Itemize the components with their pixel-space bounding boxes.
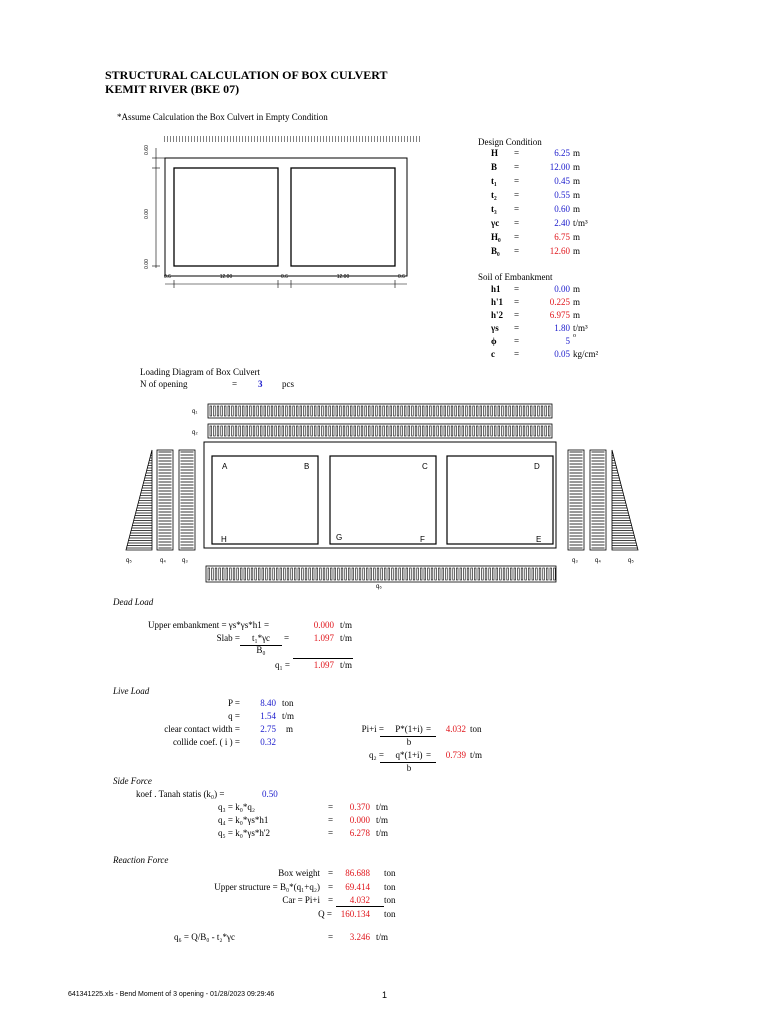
q3-load-right: [568, 450, 584, 550]
side-label-0: q₃ = k₀*q₂: [218, 802, 255, 812]
node-G: G: [336, 533, 343, 542]
hdim-2: 12.00: [219, 274, 233, 280]
k0-label: koef . Tanah statis (k₀) =: [136, 789, 225, 799]
vdim-2: 0.00: [144, 209, 150, 219]
q3-load-left: [179, 450, 195, 550]
loading-title: Loading Diagram of Box Culvert: [140, 367, 260, 377]
p-label: P =: [228, 698, 240, 708]
pi-value: 4.032: [445, 724, 466, 734]
design-symbol-0: H: [491, 148, 499, 158]
hdim-3: 0.6: [281, 274, 288, 280]
soil-value-0: 0.00: [554, 284, 570, 294]
reaction-unit-2: ton: [384, 895, 396, 905]
embankment-hatch: [162, 136, 420, 142]
q1-total-label: q₁ =: [275, 660, 290, 670]
q1-label: q₁: [192, 409, 198, 415]
q4-load-right: [590, 450, 606, 550]
box-cell-right: [291, 168, 395, 266]
design-symbol-6: H₀: [491, 232, 501, 242]
hdim-4: 12.00: [336, 274, 350, 280]
design-value-7: 12.60: [549, 246, 570, 256]
opening-unit: pcs: [282, 379, 294, 389]
ccw-value: 2.75: [260, 724, 276, 734]
p-value: 8.40: [260, 698, 276, 708]
q2-label: q₂: [192, 430, 198, 436]
q6-unit: t/m: [376, 932, 389, 942]
soil-symbol-0: h1: [491, 284, 501, 294]
node-C: C: [422, 462, 428, 471]
soil-title: Soil of Embankment: [478, 272, 553, 282]
soil-symbol-2: h'2: [491, 310, 504, 320]
upper-embankment-value: 0.000: [313, 620, 334, 630]
design-symbol-1: B: [491, 162, 498, 172]
design-unit-5: t/m³: [573, 218, 588, 228]
design-eq-0: =: [514, 148, 520, 158]
q2-unit: t/m: [470, 750, 483, 760]
soil-symbol-5: c: [491, 349, 495, 359]
design-eq-1: =: [514, 162, 520, 172]
design-value-3: 0.55: [554, 190, 570, 200]
hdim-5: 0.6: [398, 274, 405, 280]
side-unit-2: t/m: [376, 828, 389, 838]
soil-eq-5: =: [514, 349, 520, 359]
soil-symbol-1: h'1: [491, 297, 504, 307]
design-symbol-3: t₂: [491, 190, 497, 200]
soil-value-2: 6.975: [549, 310, 570, 320]
q2-numerator: q*(1+i): [395, 750, 423, 760]
design-unit-7: m: [573, 246, 581, 256]
q1-load-bar: [208, 404, 552, 418]
q1-total-unit: t/m: [340, 660, 353, 670]
design-value-0: 6.25: [554, 148, 570, 158]
q4-load-left: [157, 450, 173, 550]
q2-label: q₂ =: [369, 750, 384, 760]
slab-eq: =: [284, 633, 290, 643]
q3-label-right: q₃: [572, 558, 578, 564]
q-unit: t/m: [282, 711, 295, 721]
culvert-outer: [204, 442, 556, 548]
soil-unit-2: m: [573, 310, 581, 320]
soil-eq-3: =: [514, 323, 520, 333]
node-B: B: [304, 462, 310, 471]
q5-label-right: q₅: [628, 558, 634, 564]
vdim-3: 0.00: [144, 259, 150, 269]
q6-label: q₆: [376, 584, 382, 590]
q2-denominator: b: [406, 763, 412, 773]
title-line-2: KEMIT RIVER (BKE 07): [105, 82, 240, 96]
side-eq-1: =: [328, 815, 334, 825]
assume-note: *Assume Calculation the Box Culvert in Empty Condition: [117, 112, 328, 122]
reaction-unit-0: ton: [384, 868, 396, 878]
side-value-2: 6.278: [349, 828, 370, 838]
opening-label: N of opening: [140, 379, 188, 389]
vdim-1: 0.60: [144, 145, 150, 155]
side-label-2: q₅ = k₀*γs*h'2: [218, 828, 270, 838]
box-outer: [165, 158, 407, 276]
footer-file: 641341225.xls - Bend Moment of 3 opening - 01/28/2023 09:29:46: [68, 991, 275, 998]
slab-denominator: B₀: [256, 645, 266, 655]
box-section-drawing: [140, 128, 420, 288]
loading-diagram: [120, 398, 660, 594]
design-unit-2: m: [573, 176, 581, 186]
reaction-force-title: Reaction Force: [113, 855, 169, 865]
q6-eq: =: [328, 932, 334, 942]
design-eq-7: =: [514, 246, 520, 256]
q5-load-left: [126, 450, 152, 550]
slab-unit: t/m: [340, 633, 353, 643]
reaction-eq-1: =: [328, 881, 334, 892]
ccw-label: clear contact width =: [164, 724, 240, 734]
soil-value-3: 1.80: [554, 323, 570, 333]
soil-eq-1: =: [514, 297, 520, 307]
design-unit-0: m: [573, 148, 581, 158]
design-symbol-2: t₁: [491, 176, 497, 186]
dead-sum-line: [293, 658, 353, 659]
footer-page: 1: [382, 990, 388, 1000]
q5-label-left: q₅: [126, 558, 132, 564]
q3-label-left: q₃: [182, 558, 188, 564]
soil-eq-0: =: [514, 284, 520, 294]
design-value-1: 12.00: [549, 162, 570, 172]
q4-label-left: q₄: [160, 558, 166, 564]
design-value-2: 0.45: [554, 176, 570, 186]
reaction-sum-line: [336, 906, 384, 907]
design-condition-title: Design Condition: [478, 137, 542, 147]
opening-value: 3: [258, 379, 263, 389]
design-symbol-4: t₃: [491, 204, 497, 214]
q5-load-right: [612, 450, 638, 550]
reaction-label-3: Q =: [318, 908, 332, 919]
p-unit: ton: [282, 698, 294, 708]
design-unit-1: m: [573, 162, 581, 172]
design-symbol-7: B₀: [491, 246, 500, 256]
q4-label-right: q₄: [595, 558, 601, 564]
q2-load-bar: [208, 424, 552, 438]
q-value: 1.54: [260, 711, 276, 721]
culvert-cell-2: [330, 456, 436, 544]
opening-eq: =: [232, 379, 238, 389]
q6-load-bar: [206, 566, 556, 582]
coef-value: 0.32: [260, 737, 276, 747]
side-force-title: Side Force: [113, 776, 152, 786]
coef-label: collide coef. ( i ) =: [172, 737, 240, 747]
design-symbol-5: γc: [491, 218, 500, 228]
soil-unit-0: m: [573, 284, 581, 294]
reaction-value-0: 86.688: [345, 868, 370, 878]
pi-denominator: b: [406, 737, 412, 747]
side-eq-2: =: [328, 828, 334, 838]
q2-eq: =: [426, 750, 432, 760]
side-value-0: 0.370: [349, 802, 370, 812]
node-F: F: [420, 535, 425, 544]
pi-numerator: P*(1+i): [395, 724, 423, 734]
soil-unit-4: o: [573, 333, 576, 339]
design-value-5: 2.40: [554, 218, 570, 228]
ccw-unit: m: [286, 724, 294, 734]
hdim-1: 0.6: [164, 274, 171, 280]
design-eq-4: =: [514, 204, 520, 214]
q2-value: 0.739: [445, 750, 466, 760]
k0-value: 0.50: [262, 789, 278, 799]
soil-unit-1: m: [573, 297, 581, 307]
upper-embankment-label: Upper embankment = γs*γs*h1 =: [148, 620, 270, 630]
upper-embankment-unit: t/m: [340, 620, 353, 630]
node-A: A: [222, 462, 228, 471]
soil-unit-5: kg/cm²: [573, 349, 599, 359]
side-unit-1: t/m: [376, 815, 389, 825]
side-label-1: q₄ = k₀*γs*h1: [218, 815, 269, 825]
box-cell-left: [174, 168, 278, 266]
design-eq-6: =: [514, 232, 520, 242]
side-eq-0: =: [328, 802, 334, 812]
design-eq-2: =: [514, 176, 520, 186]
slab-value: 1.097: [313, 633, 334, 643]
node-H: H: [221, 535, 227, 544]
live-load-title: Live Load: [113, 686, 150, 696]
soil-unit-3: t/m³: [573, 323, 588, 333]
slab-numerator: t₁*γc: [251, 633, 271, 643]
soil-eq-4: =: [514, 336, 520, 346]
soil-value-5: 0.05: [554, 349, 570, 359]
pi-eq: =: [426, 724, 432, 734]
design-unit-6: m: [573, 232, 581, 242]
q6-value: 3.246: [349, 932, 370, 942]
reaction-unit-1: ton: [384, 881, 396, 892]
design-unit-4: m: [573, 204, 581, 214]
design-value-6: 6.75: [554, 232, 570, 242]
soil-eq-2: =: [514, 310, 520, 320]
culvert-cell-1: [212, 456, 318, 544]
reaction-eq-2: =: [328, 895, 334, 905]
design-eq-3: =: [514, 190, 520, 200]
title-line-1: STRUCTURAL CALCULATION OF BOX CULVERT: [105, 68, 388, 82]
reaction-eq-0: =: [328, 868, 334, 878]
reaction-value-3: 160.134: [340, 908, 370, 919]
reaction-label-1: Upper structure = B₀*(q₁+q₂): [214, 881, 320, 892]
reaction-value-1: 69.414: [345, 881, 370, 892]
slab-label: Slab =: [216, 633, 240, 643]
node-E: E: [536, 535, 542, 544]
side-value-1: 0.000: [349, 815, 370, 825]
soil-symbol-4: ϕ: [491, 336, 497, 346]
q1-total-value: 1.097: [313, 660, 334, 670]
dead-load-title: Dead Load: [113, 597, 154, 607]
q-label: q =: [228, 711, 240, 721]
soil-value-4: 5: [565, 336, 570, 346]
q6-formula: q₆ = Q/B₀ - t₂*γc: [174, 932, 235, 942]
design-unit-3: m: [573, 190, 581, 200]
reaction-label-0: Box weight: [278, 868, 320, 878]
side-unit-0: t/m: [376, 802, 389, 812]
design-eq-5: =: [514, 218, 520, 228]
design-value-4: 0.60: [554, 204, 570, 214]
reaction-label-2: Car = Pi+i: [282, 895, 320, 905]
soil-value-1: 0.225: [549, 297, 570, 307]
pi-label: Pi+i =: [361, 724, 384, 734]
reaction-value-2: 4.032: [349, 895, 370, 905]
reaction-unit-3: ton: [384, 908, 396, 919]
soil-symbol-3: γs: [491, 323, 499, 333]
node-D: D: [534, 462, 540, 471]
pi-unit: ton: [470, 724, 482, 734]
